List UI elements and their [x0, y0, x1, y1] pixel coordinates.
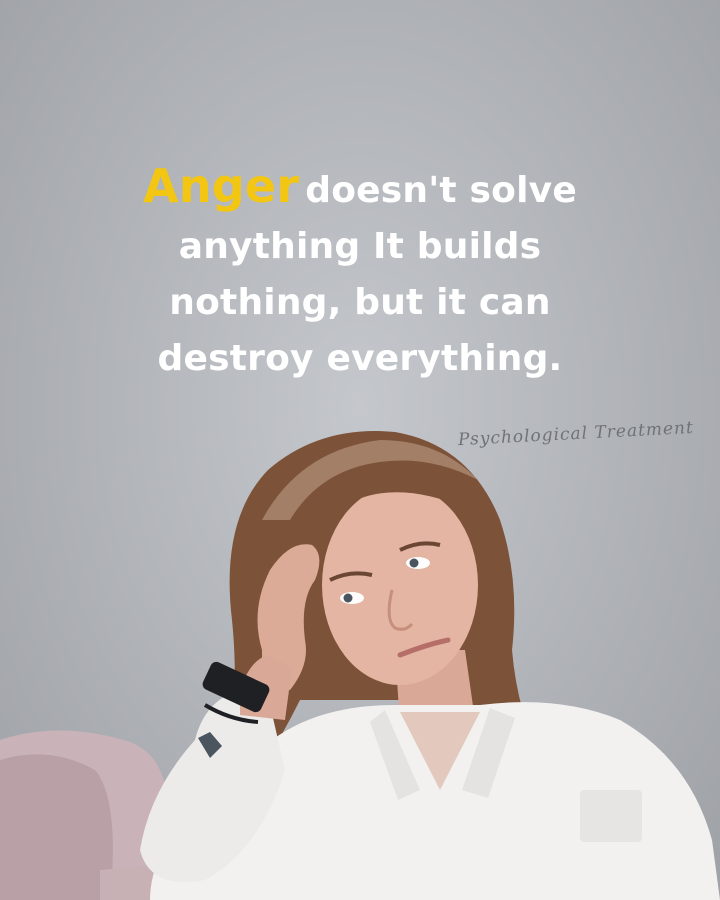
shirt-pocket	[580, 790, 642, 842]
quote-text	[60, 158, 660, 387]
left-iris	[344, 594, 353, 603]
signature-watermark: Psychological Treatment	[457, 417, 695, 451]
quote-line-2: anything It builds	[178, 226, 542, 267]
quote-line-1	[60, 158, 660, 219]
sofa-cushion	[0, 754, 113, 900]
quote-line-3: nothing, but it can	[169, 282, 551, 323]
quote-line-1-rest: doesn't solve	[305, 170, 577, 211]
quote-highlight-word: Anger	[143, 159, 300, 213]
quote-line-4: destroy everything.	[157, 338, 563, 379]
right-iris	[410, 559, 419, 568]
